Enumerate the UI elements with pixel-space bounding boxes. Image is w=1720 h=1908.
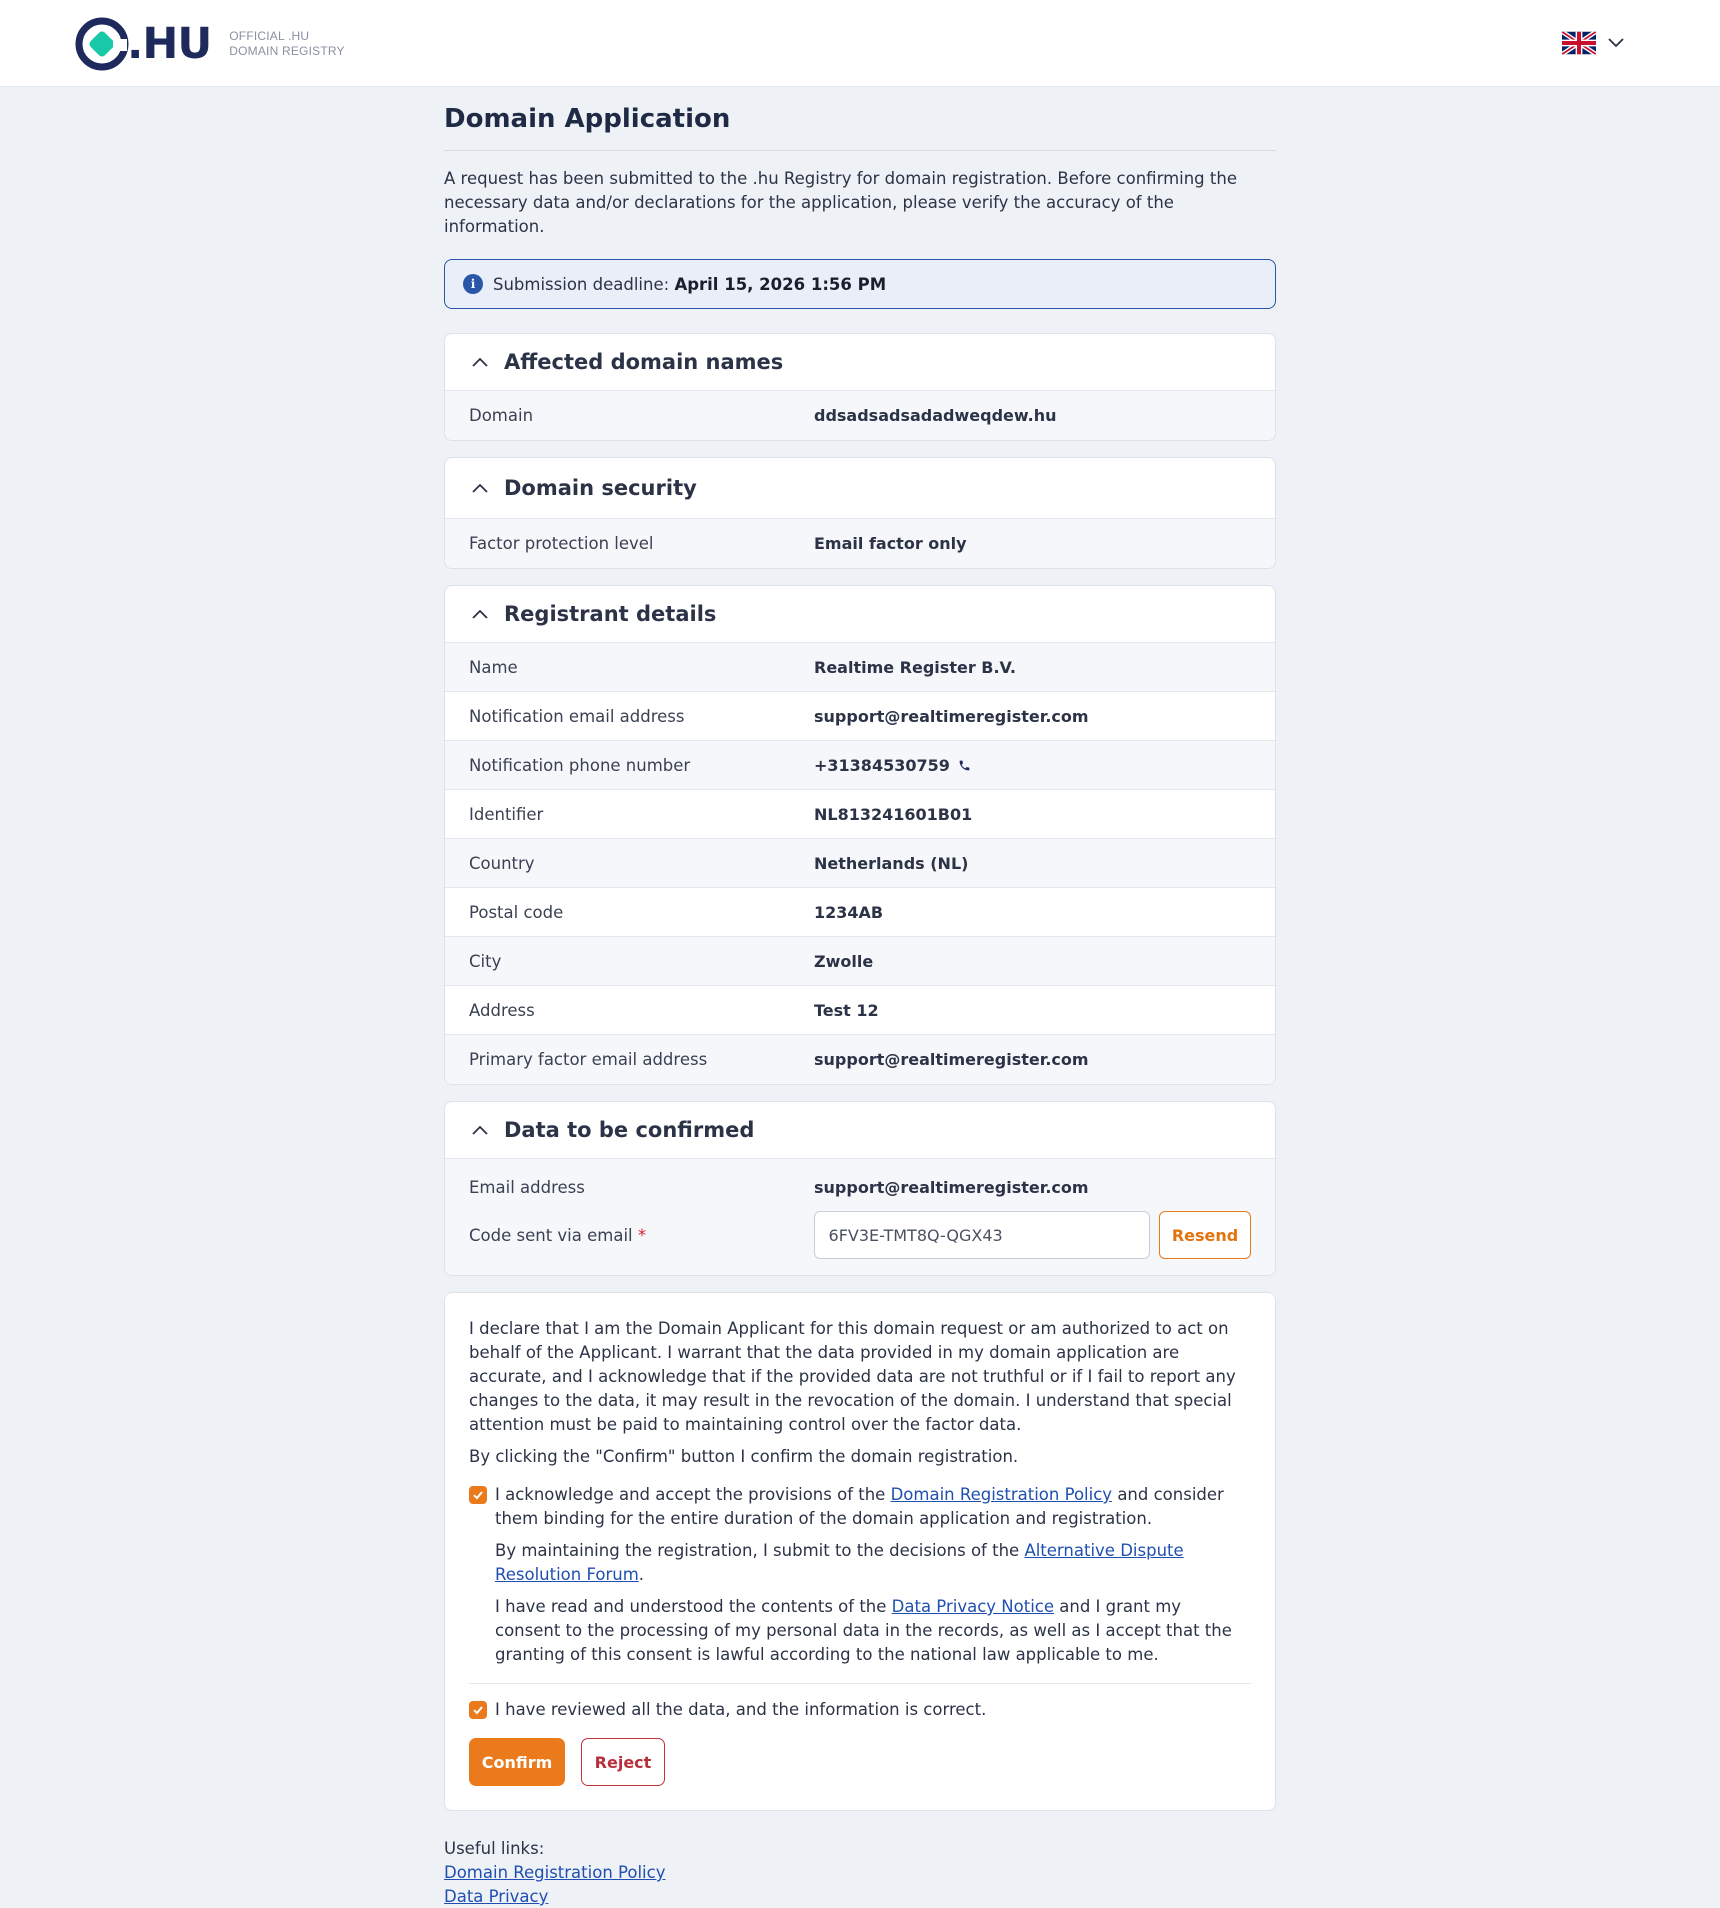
security-card — [444, 457, 1276, 569]
registrant-card — [444, 585, 1276, 1085]
reject-button[interactable]: Reject — [581, 1738, 665, 1786]
accept-policy-checkbox[interactable] — [469, 1486, 487, 1504]
row-label: Notification email address — [469, 706, 685, 726]
row-label: Notification phone number — [469, 755, 691, 775]
detail-row — [445, 790, 1275, 839]
useful-links — [444, 1837, 1276, 1908]
footer-data-privacy-link[interactable]: Data Privacy — [444, 1887, 549, 1906]
row-value: Test 12 — [814, 1000, 879, 1020]
domains-card-title: Affected domain names — [504, 350, 784, 374]
row-label: Identifier — [469, 804, 544, 824]
declaration-card — [444, 1292, 1276, 1811]
detail-row — [445, 839, 1275, 888]
divider — [469, 1683, 1251, 1684]
adr-forum-link[interactable]: Alternative Dispute Resolution Forum — [495, 1541, 1184, 1584]
chevron-up-icon — [472, 1125, 488, 1135]
main-content — [444, 87, 1276, 1908]
row-value: Realtime Register B.V. — [814, 657, 1016, 677]
row-value: Email factor only — [814, 534, 967, 553]
chevron-up-icon — [472, 357, 488, 367]
row-label: Name — [469, 657, 518, 677]
detail-row — [445, 643, 1275, 692]
email-label: Email address — [469, 1177, 585, 1197]
page-title: Domain Application — [444, 87, 1276, 151]
top-header — [0, 0, 1720, 87]
row-value: Netherlands (NL) — [814, 853, 969, 873]
language-selector[interactable] — [1562, 30, 1624, 56]
domain-registration-policy-link[interactable]: Domain Registration Policy — [890, 1485, 1113, 1504]
row-label: Factor protection level — [469, 534, 654, 553]
row-label: City — [469, 951, 502, 971]
at-sign-logo-icon — [75, 17, 129, 71]
email-value: support@realtimeregister.com — [814, 1177, 1089, 1197]
row-value: support@realtimeregister.com — [814, 706, 1089, 726]
check-icon — [472, 1704, 484, 1716]
tagline-line-1: OFFICIAL .HU — [229, 29, 310, 43]
reviewed-checkbox-row[interactable] — [469, 1698, 1251, 1722]
adr-post: . — [638, 1565, 645, 1584]
check-icon — [472, 1489, 484, 1501]
useful-links-title: Useful links: — [444, 1839, 545, 1858]
info-icon: i — [463, 274, 483, 294]
deadline-banner — [444, 259, 1276, 309]
declaration-text: I declare that I am the Domain Applicant for this domain request or am authorized to act on behalf of the Applicant. I warrant that the data provided in my domain application are accurate, and I acknowledge that if the provided data are not truthful or if I fail to report any changes to the data, it may result in the revocation of the domain. I understand that special attention must be paid to maintaining control over the factor data. — [469, 1319, 1236, 1434]
confirm-card-header[interactable] — [445, 1102, 1275, 1159]
domains-card-header[interactable] — [445, 334, 1275, 391]
detail-row — [445, 519, 1275, 568]
detail-row — [445, 741, 1275, 790]
detail-row — [445, 986, 1275, 1035]
code-label — [469, 1226, 814, 1245]
chevron-down-icon — [1608, 38, 1624, 48]
chevron-up-icon — [472, 483, 488, 493]
email-confirm-row — [469, 1175, 1251, 1199]
detail-row — [445, 692, 1275, 741]
registrant-card-header[interactable] — [445, 586, 1275, 643]
adr-text — [469, 1539, 1251, 1587]
privacy-pre: I have read and understood the contents of the — [495, 1597, 887, 1616]
deadline-value: April 15, 2026 1:56 PM — [674, 274, 887, 294]
row-value: support@realtimeregister.com — [814, 1050, 1089, 1069]
adr-pre: By maintaining the registration, I submit to the decisions of the — [495, 1541, 1020, 1560]
ack-pre: I acknowledge and accept the provisions of the — [495, 1485, 886, 1504]
reviewed-checkbox[interactable] — [469, 1701, 487, 1719]
data-privacy-notice-link[interactable]: Data Privacy Notice — [891, 1597, 1054, 1616]
row-label: Primary factor email address — [469, 1050, 708, 1069]
ack-post: and consider them binding for the entire duration of the domain application and registration. — [495, 1485, 1224, 1528]
row-value: Zwolle — [814, 951, 874, 971]
phone-icon[interactable] — [958, 759, 971, 772]
uk-flag-icon — [1562, 30, 1596, 56]
security-card-title: Domain security — [504, 476, 697, 500]
deadline-label: Submission deadline: — [493, 274, 670, 294]
row-value: 1234AB — [814, 902, 884, 922]
accept-policy-text — [495, 1483, 1251, 1531]
domains-card — [444, 333, 1276, 441]
row-value: NL813241601B01 — [814, 804, 973, 824]
security-card-header[interactable] — [445, 458, 1275, 519]
chevron-up-icon — [472, 609, 488, 619]
logo[interactable] — [75, 16, 345, 72]
form-actions — [469, 1738, 1251, 1786]
row-label: Postal code — [469, 902, 564, 922]
logo-text: .HU — [127, 18, 212, 69]
code-label-text: Code sent via email — [469, 1225, 633, 1245]
accept-policy-checkbox-row[interactable] — [469, 1483, 1251, 1531]
registrant-card-title: Registrant details — [504, 602, 717, 626]
row-value — [814, 756, 971, 775]
row-label: Domain — [469, 406, 534, 425]
row-label: Address — [469, 1000, 535, 1020]
reviewed-text: I have reviewed all the data, and the information is correct. — [495, 1700, 987, 1719]
confirm-note: By clicking the "Confirm" button I confirm the domain registration. — [469, 1447, 1019, 1466]
footer-domain-policy-link[interactable]: Domain Registration Policy — [444, 1863, 666, 1882]
phone-number: +31384530759 — [814, 755, 950, 775]
privacy-post: and I grant my consent to the processing of my personal data in the records, as well as I accept that the granting of this consent is lawful according to the national law applicable to me. — [495, 1597, 1232, 1664]
resend-button[interactable]: Resend — [1159, 1211, 1251, 1259]
tagline-line-2: DOMAIN REGISTRY — [229, 44, 345, 58]
row-label: Country — [469, 853, 535, 873]
confirm-card-title: Data to be confirmed — [504, 1118, 755, 1142]
code-row — [469, 1211, 1251, 1259]
detail-row — [445, 391, 1275, 440]
row-value: ddsadsadsadadweqdew.hu — [814, 406, 1057, 425]
privacy-text — [469, 1595, 1251, 1667]
detail-row — [445, 1035, 1275, 1084]
confirm-card — [444, 1101, 1276, 1276]
logo-tagline — [229, 29, 344, 59]
required-mark: * — [637, 1225, 647, 1245]
detail-row — [445, 937, 1275, 986]
email-code-input[interactable] — [814, 1211, 1151, 1259]
confirm-button[interactable]: Confirm — [469, 1738, 565, 1786]
detail-row — [445, 888, 1275, 937]
intro-text: A request has been submitted to the .hu Registry for domain registration. Before confirming the necessary data and/or declarations for the application, please verify the accuracy of the information. — [444, 169, 1237, 236]
